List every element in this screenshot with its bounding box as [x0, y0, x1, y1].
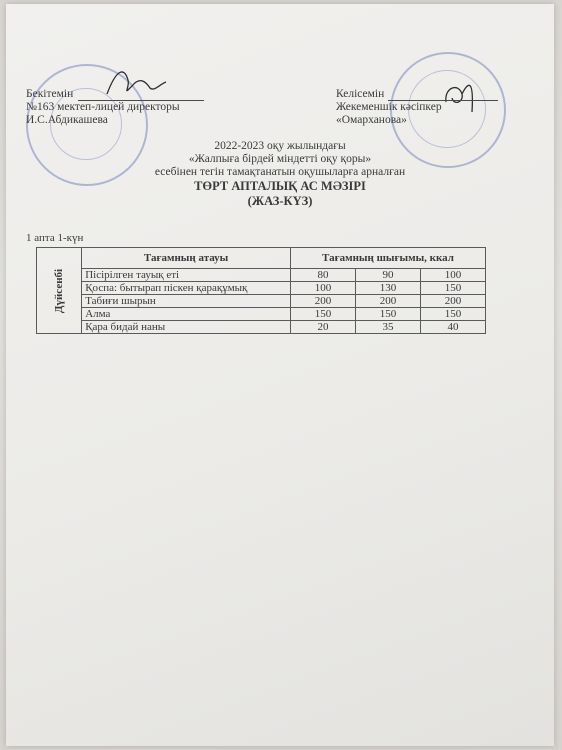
dish-value: 20: [291, 321, 356, 334]
dish-value: 150: [421, 282, 486, 295]
approval-heading: Бекітемін: [26, 88, 74, 100]
title-year: 2022-2023 оқу жылындағы: [214, 140, 346, 152]
dish-value: 130: [356, 282, 421, 295]
dish-value: 150: [356, 308, 421, 321]
agreement-signature-line: [388, 100, 498, 101]
dish-value: 200: [291, 295, 356, 308]
dish-value: 200: [356, 295, 421, 308]
day-label: Дүйсенбі: [53, 268, 66, 313]
document-title: [6, 140, 554, 209]
table-row: [37, 282, 486, 295]
dish-name: Пісірілген тауық еті: [82, 269, 291, 282]
dish-value: 80: [291, 269, 356, 282]
approval-signature-line: [78, 100, 204, 101]
table-row: [37, 295, 486, 308]
dish-value: 100: [421, 269, 486, 282]
document-page: [6, 4, 554, 746]
agreement-position: Жекеменшік кәсіпкер: [336, 101, 442, 113]
title-menu: ТӨРТ АПТАЛЫҚ АС МӘЗІРІ: [194, 179, 366, 193]
week-day-label: 1 апта 1-күн: [26, 232, 84, 244]
title-audience: есебінен тегін тамақтанатын оқушыларға арналған: [154, 166, 406, 178]
dish-value: 150: [421, 308, 486, 321]
col-header-name: Тағамның атауы: [82, 248, 291, 269]
dish-value: 200: [421, 295, 486, 308]
dish-value: 35: [356, 321, 421, 334]
table-row: [37, 269, 486, 282]
title-fund: «Жалпыға бірдей міндетті оқу қоры»: [188, 153, 372, 165]
entrepreneur-signature: [438, 72, 490, 116]
dish-name: Табиғи шырын: [82, 295, 291, 308]
dish-value: 40: [421, 321, 486, 334]
dish-value: 90: [356, 269, 421, 282]
approval-position: №163 мектеп-лицей директоры: [26, 101, 180, 113]
dish-name: Қара бидай наны: [82, 321, 291, 334]
title-season: (ЖАЗ-КҮЗ): [247, 194, 313, 208]
agreement-heading: Келісемін: [336, 88, 385, 100]
menu-table: [36, 247, 486, 334]
dish-value: 150: [291, 308, 356, 321]
approval-name: И.С.Абдикашева: [26, 114, 108, 126]
day-cell: [37, 248, 82, 334]
dish-value: 100: [291, 282, 356, 295]
agreement-name: «Омарханова»: [336, 114, 407, 126]
approval-block: [26, 88, 180, 127]
table-row: [37, 321, 486, 334]
agreement-block: [336, 88, 442, 127]
table-header-row: [37, 248, 486, 269]
table-row: [37, 308, 486, 321]
dish-name: Қоспа: бытырап піскен қарақұмық: [82, 282, 291, 295]
dish-name: Алма: [82, 308, 291, 321]
col-header-calories: Тағамның шығымы, ккал: [291, 248, 486, 269]
